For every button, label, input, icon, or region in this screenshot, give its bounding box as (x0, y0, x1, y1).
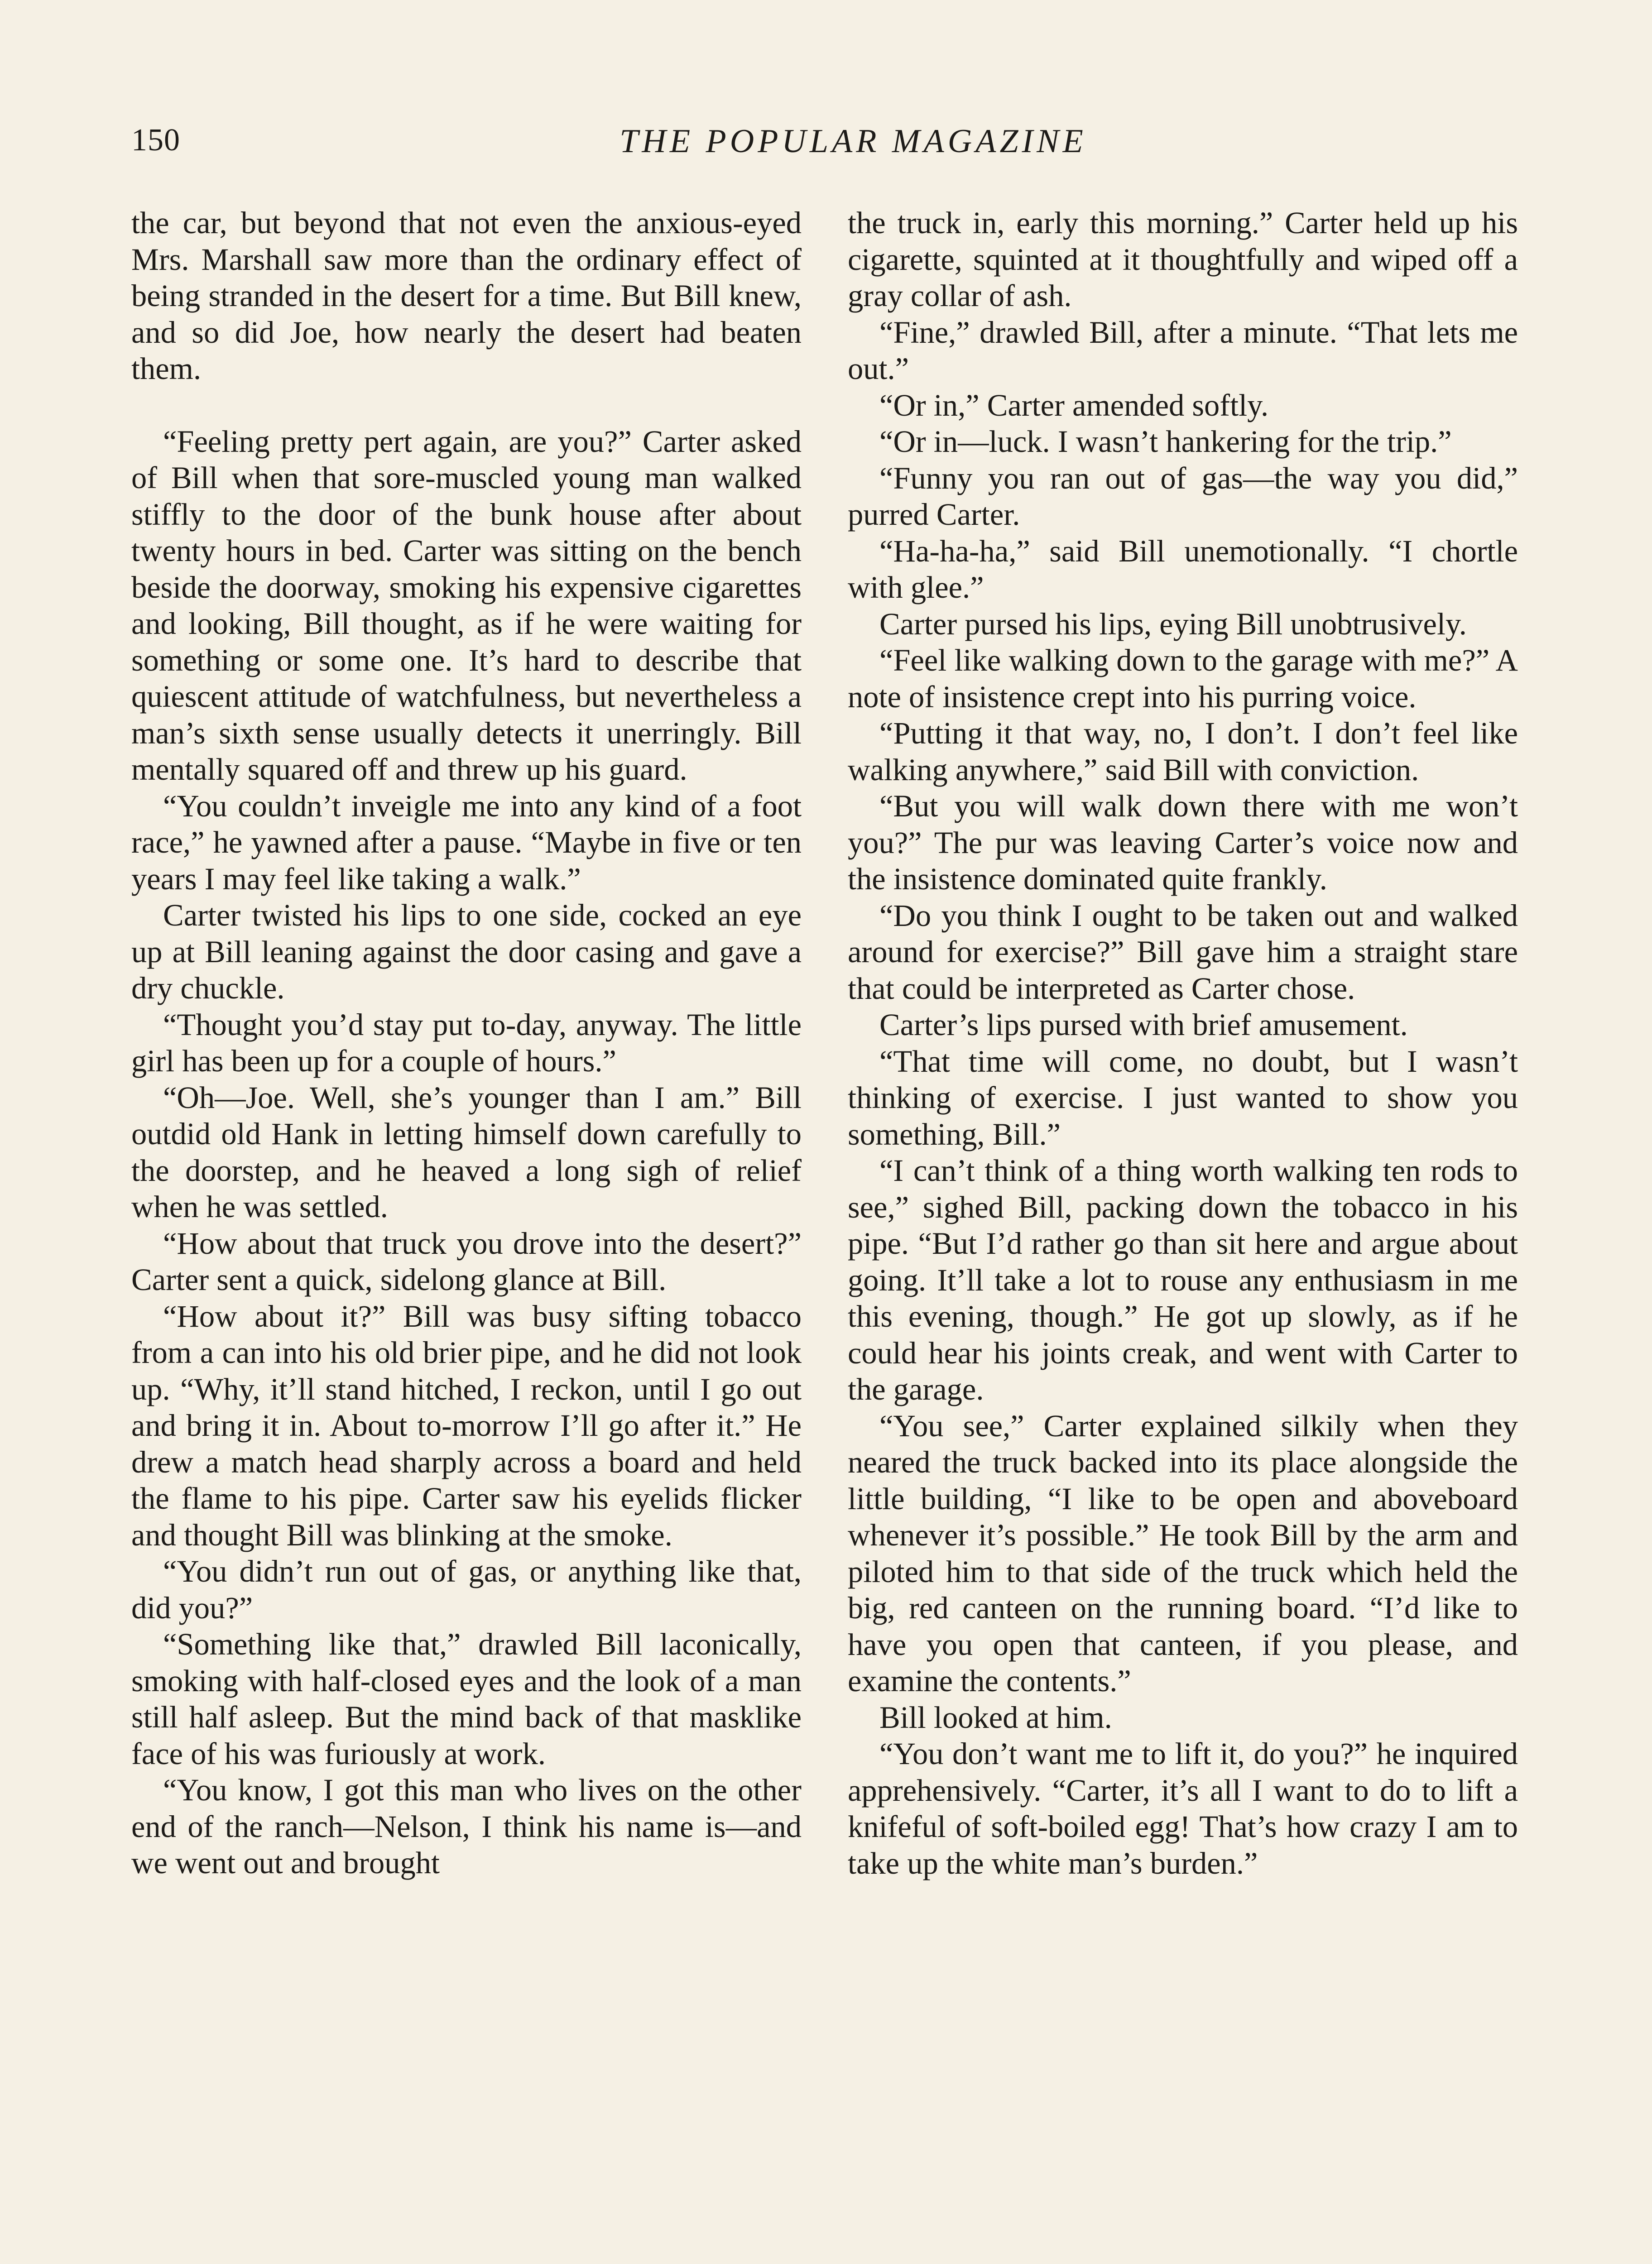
paragraph: “You know, I got this man who lives on the other end of the ranch—Nelson, I think his name is—and we went out and brought (131, 1773, 802, 1880)
paragraph: “Oh—Joe. Well, she’s younger than I am.” Bill outdid old Hank in letting himself down carefully to the doorstep, and he heaved a long sigh of relief when he was settled. (131, 1080, 802, 1224)
paragraph: “Do you think I ought to be taken out and walked around for exercise?” Bill gave him a straight stare that could be interpreted as Carter chose. (848, 898, 1518, 1006)
paragraph: “You couldn’t inveigle me into any kind of a foot race,” he yawned after a pause. “Maybe in five or ten years I may feel like taking a walk.” (131, 788, 802, 896)
paragraph: Bill looked at him. (879, 1700, 1112, 1735)
left-text-column (131, 205, 802, 1881)
right-text-column (848, 205, 1518, 1881)
paragraph: Carter’s lips pursed with brief amusement. (879, 1007, 1408, 1042)
paragraph: the truck in, early this morning.” Carter held up his cigarette, squinted at it thoughtfully and wiped off a gray collar of ash. (848, 206, 1518, 313)
paragraph: Carter twisted his lips to one side, cocked an eye up at Bill leaning against the door casing and gave a dry chuckle. (131, 898, 802, 1005)
paragraph: “Feel like walking down to the garage with me?” A note of insistence crept into his purring voice. (848, 643, 1518, 714)
paragraph: “You see,” Carter explained silkily when they neared the truck backed into its place alongside the little building, “I like to be open and aboveboard whenever it’s possible.” He took Bill by the arm and piloted him to that side of the truck which held the big, red canteen on the running board. “I’d like to have you open that canteen, if you please, and examine the contents.” (848, 1408, 1518, 1698)
paragraph: “Or in,” Carter amended softly. (879, 388, 1269, 422)
paragraph: “You didn’t run out of gas, or anything like that, did you?” (131, 1554, 802, 1625)
page-number: 150 (131, 123, 180, 158)
paragraph: “Something like that,” drawled Bill laconically, smoking with half-closed eyes and the look of a man still half asleep. But the mind back of that masklike face of his was furiously at work. (131, 1627, 802, 1771)
paragraph: “But you will walk down there with me won’t you?” The pur was leaving Carter’s voice now and the insistence dominated quite frankly. (848, 789, 1518, 896)
paragraph: “Putting it that way, no, I don’t. I don’t feel like walking anywhere,” said Bill with conviction. (848, 716, 1518, 787)
paragraph: Carter pursed his lips, eying Bill unobtrusively. (879, 606, 1467, 641)
paragraph: “Thought you’d stay put to-day, anyway. The little girl has been up for a couple of hours.” (131, 1007, 802, 1078)
paragraph: “Funny you ran out of gas—the way you did,” purred Carter. (848, 460, 1518, 532)
paragraph: “How about it?” Bill was busy sifting tobacco from a can into his old brier pipe, and he did not look up. “Why, it’ll stand hitched, I reckon, until I go out and bring it in. About to-morrow I’ll go after it.” He drew a match head sharply across a board and held the flame to his pipe. Carter saw his eyelids flicker and thought Bill was blinking at the smoke. (131, 1299, 802, 1552)
paragraph: “That time will come, no doubt, but I wasn’t thinking of exercise. I just wanted to show you something, Bill.” (848, 1044, 1518, 1151)
paragraph: “How about that truck you drove into the desert?” Carter sent a quick, sidelong glance at Bill. (131, 1226, 802, 1297)
paragraph: “I can’t think of a thing worth walking ten rods to see,” sighed Bill, packing down the tobacco in his pipe. “But I’d rather go than sit here and argue about going. It’ll take a lot to rouse any enthusiasm in me this evening, though.” He got up slowly, as if he could hear his joints creak, and went with Carter to the garage. (848, 1153, 1518, 1406)
paragraph: the car, but beyond that not even the anxious-eyed Mrs. Marshall saw more than the ordinary effect of being stranded in the desert for a time. But Bill knew, and so did Joe, how nearly the desert had beaten them. (131, 206, 802, 386)
running-header-title: THE POPULAR MAGAZINE (620, 123, 1087, 160)
paragraph: “Or in—luck. I wasn’t hankering for the trip.” (879, 424, 1452, 459)
paragraph: “Ha-ha-ha,” said Bill unemotionally. “I chortle with glee.” (848, 533, 1518, 604)
paragraph: “You don’t want me to lift it, do you?” he inquired apprehensively. “Carter, it’s all I want to do to lift a knifeful of soft-boiled egg! That’s how crazy I am to take up the white man’s burden.” (848, 1736, 1518, 1880)
paragraph: “Feeling pretty pert again, are you?” Carter asked of Bill when that sore-muscled young man walked stiffly to the door of the bunk house after about twenty hours in bed. Carter was sitting on the bench beside the doorway, smoking his expensive cigarettes and looking, Bill thought, as if he were waiting for something or some one. It’s hard to describe that quiescent attitude of watchfulness, but nevertheless a man’s sixth sense usually detects it unerringly. Bill mentally squared off and threw up his guard. (131, 424, 802, 787)
paragraph: “Fine,” drawled Bill, after a minute. “That lets me out.” (848, 315, 1518, 386)
